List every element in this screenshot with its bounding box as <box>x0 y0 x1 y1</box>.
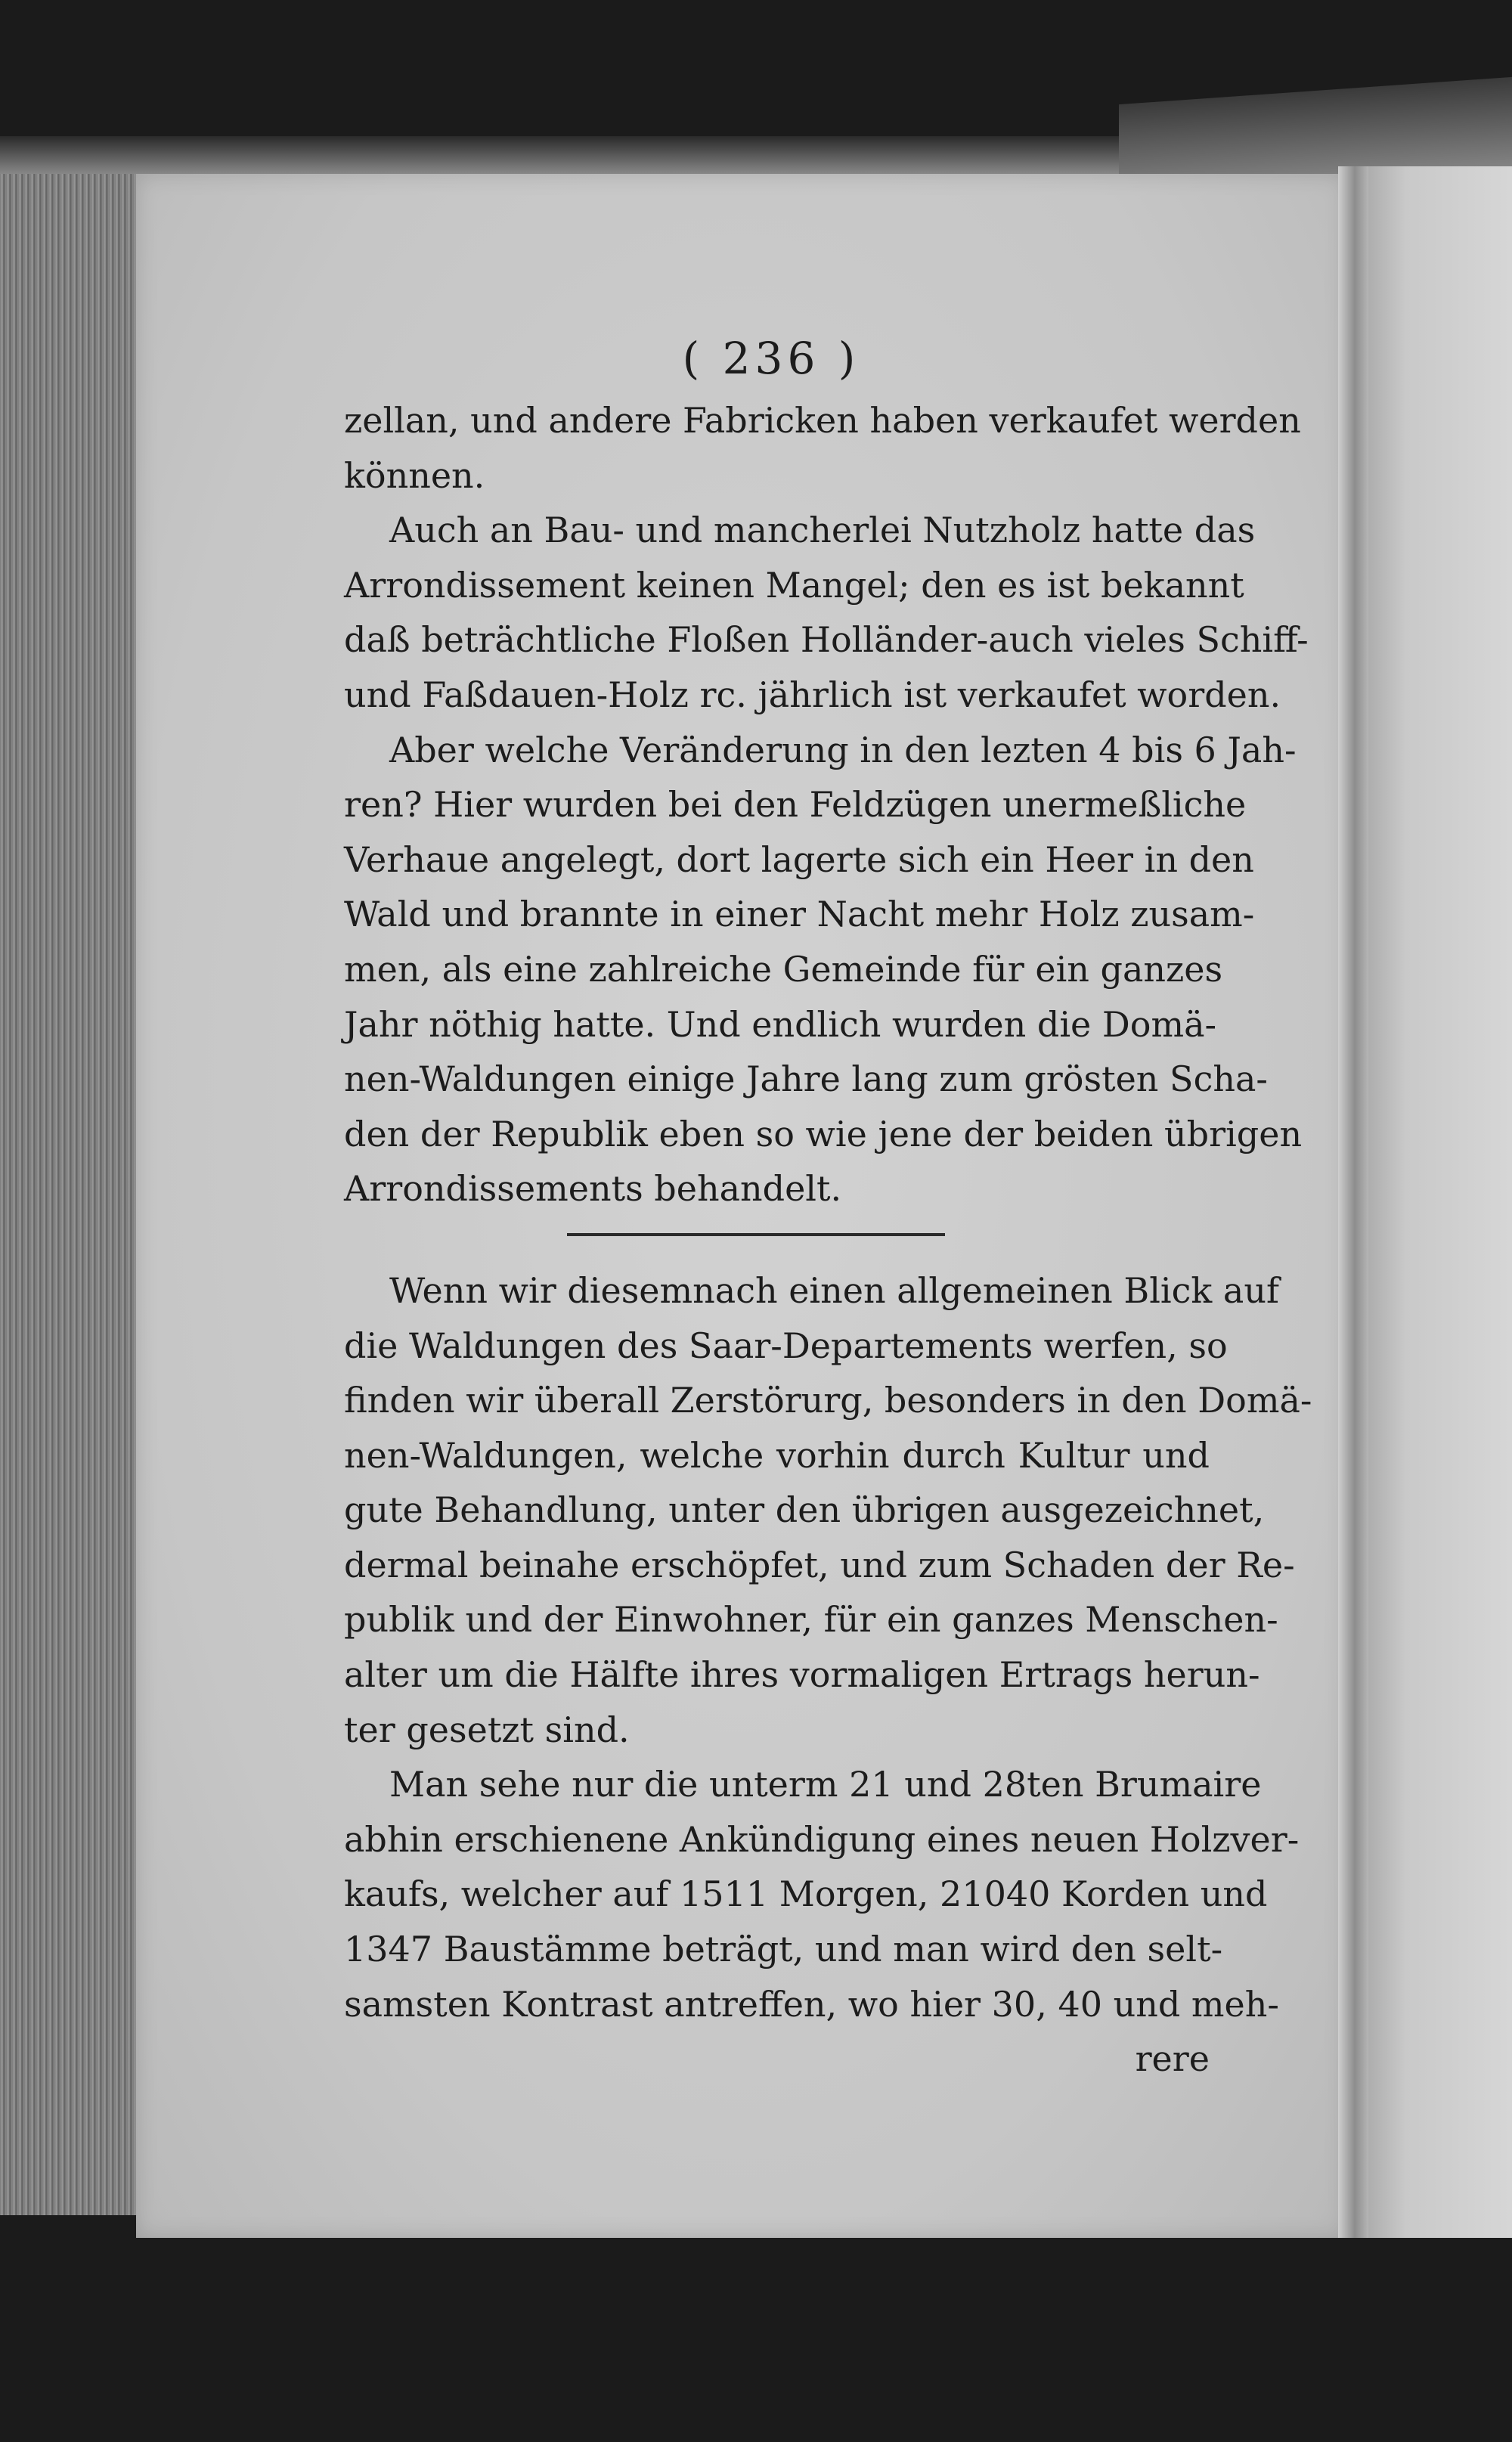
page-number: ( 236 ) <box>682 333 860 384</box>
text-line: die Waldungen des Saar-Departements werfen, so <box>344 1325 1228 1366</box>
text-line: können. <box>344 454 485 496</box>
catchword: rere <box>1135 2038 1210 2080</box>
text-line: Arrondissement keinen Mangel; den es ist bekannt <box>344 564 1244 606</box>
paragraph-5 <box>344 1757 1300 2031</box>
text-line: Auch an Bau- und mancherlei Nutzholz hatte das <box>389 510 1256 551</box>
text-line: abhin erschienene Ankündigung eines neuen Holzver- <box>344 1818 1300 1860</box>
text-line: Arrondissements behandelt. <box>344 1168 842 1210</box>
paragraph-2 <box>344 503 1309 722</box>
text-line: kaufs, welcher auf 1511 Morgen, 21040 Korden und <box>344 1873 1268 1915</box>
text-line: dermal beinahe erschöpfet, und zum Schaden der Re- <box>344 1544 1295 1585</box>
text-line: zellan, und andere Fabricken haben verkaufet werden <box>344 400 1301 441</box>
paragraph-1 <box>344 393 1301 503</box>
text-line: Man sehe nur die unterm 21 und 28ten Brumaire <box>389 1764 1262 1805</box>
text-line: men, als eine zahlreiche Gemeinde für ein ganzes <box>344 948 1223 990</box>
text-line: alter um die Hälfte ihres vormaligen Ertrags herun- <box>344 1654 1260 1696</box>
paragraph-3 <box>344 723 1303 1216</box>
text-line: Jahr nöthig hatte. Und endlich wurden die Domä- <box>344 1003 1217 1045</box>
text-line: publik und der Einwohner, für ein ganzes Menschen- <box>344 1599 1278 1641</box>
text-line: Wenn wir diesemnach einen allgemeinen Blick auf <box>389 1269 1279 1311</box>
section-divider <box>567 1233 945 1236</box>
text-line: ter gesetzt sind. <box>344 1709 630 1750</box>
page-text <box>344 318 1312 2087</box>
text-line: ren? Hier wurden bei den Feldzügen unermeßliche <box>344 784 1247 826</box>
text-line: und Faßdauen-Holz rc. jährlich ist verkaufet worden. <box>344 674 1281 715</box>
text-line: gute Behandlung, unter den übrigen ausgezeichnet, <box>344 1489 1265 1531</box>
text-line: nen-Waldungen einige Jahre lang zum grösten Scha- <box>344 1058 1268 1100</box>
text-line: nen-Waldungen, welche vorhin durch Kultur und <box>344 1434 1210 1476</box>
text-line: finden wir überall Zerstörurg, besonders in den Domä- <box>344 1380 1312 1421</box>
text-line: Aber welche Veränderung in den lezten 4 bis 6 Jah- <box>389 729 1297 770</box>
stacked-page-edges <box>0 174 145 2215</box>
paragraph-4 <box>344 1263 1312 1757</box>
facing-page <box>1361 166 1512 2238</box>
text-line: samsten Kontrast antreffen, wo hier 30, 40 und meh- <box>344 1983 1279 2025</box>
page-gutter <box>1338 166 1368 2238</box>
text-line: daß beträchtliche Floßen Holländer-auch vieles Schiff- <box>344 619 1309 661</box>
text-line: Wald und brannte in einer Nacht mehr Holz zusam- <box>344 894 1255 935</box>
text-line: Verhaue angelegt, dort lagerte sich ein Heer in den <box>344 838 1254 880</box>
text-line: den der Republik eben so wie jene der beiden übrigen <box>344 1113 1303 1154</box>
text-line: 1347 Baustämme beträgt, und man wird den selt- <box>344 1929 1223 1970</box>
